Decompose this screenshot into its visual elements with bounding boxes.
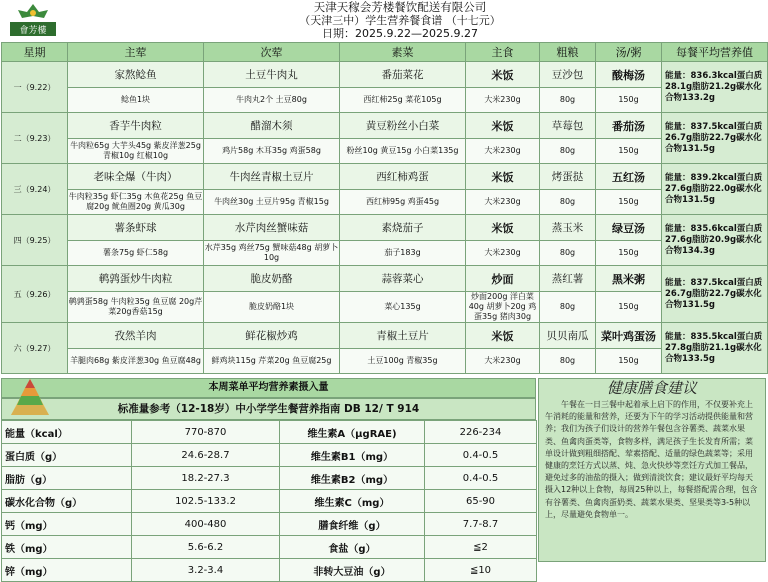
nutrient-label: 非转大豆油（g） — [280, 559, 425, 582]
grain-ingredients-cell: 80g — [540, 241, 596, 266]
day-dish-row — [2, 62, 768, 88]
nutrition-standard-panel — [1, 378, 536, 582]
nutrient-range: 770-870 — [132, 421, 280, 444]
standard-row — [2, 490, 537, 513]
second-ingredients-cell: 牛肉丸2个 土豆80g — [204, 88, 340, 113]
soup-ingredients-cell: 150g — [596, 241, 662, 266]
staple-ingredients-cell: 大米230g — [466, 190, 540, 215]
main-dish-cell: 家熬鲶鱼 — [68, 62, 204, 88]
nutrient-label: 膳食纤维（g） — [280, 513, 425, 536]
veg-ingredients-cell: 菜心135g — [340, 292, 466, 323]
grain-ingredients-cell: 80g — [540, 349, 596, 374]
company-logo — [4, 2, 62, 40]
nutrient-range: 0.4-0.5 — [425, 467, 537, 490]
veg-dish-cell: 青椒土豆片 — [340, 323, 466, 349]
staple-cell: 米饭 — [466, 164, 540, 190]
main-ingredients-cell: 羊腿肉68g 紫皮洋葱30g 鱼豆腐48g — [68, 349, 204, 374]
nutrient-range: 0.4-0.5 — [425, 444, 537, 467]
header-text — [180, 1, 620, 40]
soup-cell: 酸梅汤 — [596, 62, 662, 88]
nutrient-label: 维生素B2（mg） — [280, 467, 425, 490]
second-dish-cell: 牛肉丝青椒土豆片 — [204, 164, 340, 190]
day-dish-row — [2, 323, 768, 349]
standard-subtitle: 标准量参考（12-18岁）中小学学生餐营养指南 DB 12/ T 914 — [1, 398, 536, 420]
staple-ingredients-cell: 大米230g — [466, 241, 540, 266]
main-ingredients-cell: 薯条75g 虾仁58g — [68, 241, 204, 266]
header — [0, 0, 768, 42]
second-dish-cell: 鲜花椒炒鸡 — [204, 323, 340, 349]
nutrient-label: 蛋白质（g） — [2, 444, 132, 467]
day-dish-row — [2, 164, 768, 190]
main-dish-cell: 鹌鹑蛋炒牛肉粒 — [68, 266, 204, 292]
menu-date: 日期：2025.9.22—2025.9.27 — [322, 27, 478, 40]
nutrient-range: 7.7-8.7 — [425, 513, 537, 536]
staple-cell: 米饭 — [466, 323, 540, 349]
staple-cell: 米饭 — [466, 62, 540, 88]
nutrient-range: ≦10 — [425, 559, 537, 582]
standard-row — [2, 559, 537, 582]
nutrient-label: 维生素C（mg） — [280, 490, 425, 513]
day-dish-row — [2, 113, 768, 139]
staple-cell: 米饭 — [466, 215, 540, 241]
grain-cell: 贝贝南瓜 — [540, 323, 596, 349]
day-ingredient-row — [2, 241, 768, 266]
standard-title-bar — [1, 378, 536, 398]
soup-ingredients-cell: 150g — [596, 88, 662, 113]
soup-cell: 五红汤 — [596, 164, 662, 190]
nutrient-label: 能量（kcal） — [2, 421, 132, 444]
main-dish-cell: 香芋牛肉粒 — [68, 113, 204, 139]
main-ingredients-cell: 鲶鱼1块 — [68, 88, 204, 113]
nutrient-range: 65-90 — [425, 490, 537, 513]
nutrient-range: ≦2 — [425, 536, 537, 559]
weekday-cell: 五（9.26） — [2, 266, 68, 323]
veg-ingredients-cell: 土豆100g 青椒35g — [340, 349, 466, 374]
standard-title: 本周菜单平均营养素摄入量 — [208, 382, 329, 393]
main-ingredients-cell: 牛肉粒65g 大芋头45g 紫皮洋葱25g 青椒10g 红椒10g — [68, 139, 204, 164]
staple-ingredients-cell: 大米230g — [466, 349, 540, 374]
col-staple: 主食 — [466, 43, 540, 62]
nutrient-label: 食盐（g） — [280, 536, 425, 559]
second-ingredients-cell: 水芹35g 鸡丝75g 蟹味菇48g 胡萝卜10g — [204, 241, 340, 266]
grain-cell: 蒸玉米 — [540, 215, 596, 241]
soup-cell: 菜叶鸡蛋汤 — [596, 323, 662, 349]
svg-text:會芳樓: 會芳樓 — [19, 26, 47, 36]
standard-table — [1, 420, 537, 582]
standard-row — [2, 467, 537, 490]
second-dish-cell: 土豆牛肉丸 — [204, 62, 340, 88]
main-ingredients-cell: 牛肉粒35g 虾仁35g 木鱼花25g 鱼豆腐20g 鱿鱼圈20g 黄瓜30g — [68, 190, 204, 215]
table-header-row — [2, 43, 768, 62]
day-ingredient-row — [2, 88, 768, 113]
advice-title: 健康膳食建议 — [606, 379, 697, 397]
nutrient-label: 维生素A（μgRAE) — [280, 421, 425, 444]
standard-row — [2, 444, 537, 467]
nutrient-range: 18.2-27.3 — [132, 467, 280, 490]
col-vegetable: 素菜 — [340, 43, 466, 62]
food-pyramid-icon — [10, 378, 50, 416]
veg-dish-cell: 素烧茄子 — [340, 215, 466, 241]
second-ingredients-cell: 鸡片58g 木耳35g 鸡蛋58g — [204, 139, 340, 164]
soup-cell: 番茄汤 — [596, 113, 662, 139]
col-soup: 汤/粥 — [596, 43, 662, 62]
veg-ingredients-cell: 西红柿95g 鸡蛋45g — [340, 190, 466, 215]
nutrient-label: 维生素B1（mg） — [280, 444, 425, 467]
nutrient-range: 226-234 — [425, 421, 537, 444]
grain-ingredients-cell: 80g — [540, 190, 596, 215]
staple-cell: 米饭 — [466, 113, 540, 139]
day-ingredient-row — [2, 190, 768, 215]
nutrient-label: 铁（mg） — [2, 536, 132, 559]
grain-cell: 草莓包 — [540, 113, 596, 139]
weekly-menu-table — [1, 42, 768, 374]
veg-dish-cell: 番茄菜花 — [340, 62, 466, 88]
nutrient-label: 脂肪（g） — [2, 467, 132, 490]
staple-ingredients-cell: 大米230g — [466, 88, 540, 113]
grain-cell: 豆沙包 — [540, 62, 596, 88]
weekday-cell: 三（9.24） — [2, 164, 68, 215]
day-dish-row — [2, 215, 768, 241]
main-dish-cell: 孜然羊肉 — [68, 323, 204, 349]
col-nutrition: 每餐平均营养值 — [662, 43, 768, 62]
second-dish-cell: 脆皮奶酪 — [204, 266, 340, 292]
nutrient-range: 400-480 — [132, 513, 280, 536]
second-ingredients-cell: 鲜鸡块115g 芹菜20g 鱼豆腐25g — [204, 349, 340, 374]
grain-ingredients-cell: 80g — [540, 139, 596, 164]
main-ingredients-cell: 鹌鹑蛋58g 牛肉粒35g 鱼豆腐 20g芹菜20g香菇15g — [68, 292, 204, 323]
second-dish-cell: 醋溜木须 — [204, 113, 340, 139]
nutrient-range: 3.2-3.4 — [132, 559, 280, 582]
day-dish-row — [2, 266, 768, 292]
nutrient-label: 钙（mg） — [2, 513, 132, 536]
veg-dish-cell: 西红柿鸡蛋 — [340, 164, 466, 190]
standard-row — [2, 421, 537, 444]
weekday-cell: 二（9.23） — [2, 113, 68, 164]
staple-ingredients-cell: 炒面200g 洋白菜40g 胡萝卜20g 鸡蛋35g 猪肉30g — [466, 292, 540, 323]
nutrient-range: 102.5-133.2 — [132, 490, 280, 513]
day-ingredient-row — [2, 349, 768, 374]
soup-ingredients-cell: 150g — [596, 349, 662, 374]
standard-row — [2, 513, 537, 536]
col-weekday: 星期 — [2, 43, 68, 62]
staple-cell: 炒面 — [466, 266, 540, 292]
soup-ingredients-cell: 150g — [596, 190, 662, 215]
grain-cell: 蒸红薯 — [540, 266, 596, 292]
col-main-meat: 主荤 — [68, 43, 204, 62]
col-coarse-grain: 粗粮 — [540, 43, 596, 62]
veg-dish-cell: 黄豆粉丝小白菜 — [340, 113, 466, 139]
nutrient-label: 碳水化合物（g） — [2, 490, 132, 513]
veg-dish-cell: 蒜蓉菜心 — [340, 266, 466, 292]
health-advice-panel — [538, 378, 766, 562]
nutrition-cell: 能量：839.2kcal蛋白质27.6g脂肪22.0g碳水化合物131.5g — [662, 164, 768, 215]
nutrient-range: 5.6-6.2 — [132, 536, 280, 559]
day-ingredient-row — [2, 292, 768, 323]
nutrient-range: 24.6-28.7 — [132, 444, 280, 467]
advice-text: 午餐在一日三餐中起着承上启下的作用，不仅要补充上午消耗的能量和营养，还要为下午的学习活动提供能量和营养；我们为孩子们设计的营养午餐包含谷薯类、蔬菜水果类、鱼禽肉蛋类等，食物多样，满足孩子生长发育所需；菜单设计做到粗细搭配、荤素搭配、适量的绿色蔬菜等；采用健康的烹饪方式以蒸、炖、急火快炒等烹饪方式加工餐品，避免过多的油盐的摄入；做到清淡饮食；建议最好平均每天摄入12种以上食物，每周25种以上，每餐搭配需合理，包含有谷薯类、鱼禽肉蛋奶类、蔬菜水果类、坚果类等3-5种以上，尽量避免食物单一。 — [545, 400, 758, 519]
nutrition-cell: 能量：837.5kcal蛋白质26.7g脂肪22.7g碳水化合物131.5g — [662, 266, 768, 323]
nutrition-cell: 能量：836.3kcal蛋白质28.1g脂肪21.2g碳水化合物133.2g — [662, 62, 768, 113]
soup-ingredients-cell: 150g — [596, 139, 662, 164]
standard-row — [2, 536, 537, 559]
nutrition-cell: 能量：837.5kcal蛋白质26.7g脂肪22.7g碳水化合物131.5g — [662, 113, 768, 164]
weekday-cell: 六（9.27） — [2, 323, 68, 374]
weekday-cell: 一（9.22） — [2, 62, 68, 113]
menu-subtitle: （天津三中）学生营养餐食谱 （十七元） — [299, 14, 501, 27]
veg-ingredients-cell: 西红柿25g 菜花105g — [340, 88, 466, 113]
grain-ingredients-cell: 80g — [540, 292, 596, 323]
second-ingredients-cell: 脆皮奶酪1块 — [204, 292, 340, 323]
grain-cell: 烤蛋挞 — [540, 164, 596, 190]
second-ingredients-cell: 牛肉丝30g 土豆片95g 青椒15g — [204, 190, 340, 215]
nutrient-label: 锌（mg） — [2, 559, 132, 582]
veg-ingredients-cell: 茄子183g — [340, 241, 466, 266]
second-dish-cell: 水芹肉丝蟹味菇 — [204, 215, 340, 241]
nutrition-cell: 能量：835.5kcal蛋白质27.8g脂肪21.1g碳水化合物133.5g — [662, 323, 768, 374]
main-dish-cell: 老味全爆（牛肉） — [68, 164, 204, 190]
col-second-meat: 次荤 — [204, 43, 340, 62]
soup-ingredients-cell: 150g — [596, 292, 662, 323]
grain-ingredients-cell: 80g — [540, 88, 596, 113]
soup-cell: 绿豆汤 — [596, 215, 662, 241]
nutrition-cell: 能量：835.6kcal蛋白质27.6g脂肪20.9g碳水化合物134.3g — [662, 215, 768, 266]
day-ingredient-row — [2, 139, 768, 164]
soup-cell: 黑米粥 — [596, 266, 662, 292]
company-name: 天津天稼会芳楼餐饮配送有限公司 — [313, 0, 487, 14]
main-dish-cell: 薯条虾球 — [68, 215, 204, 241]
weekday-cell: 四（9.25） — [2, 215, 68, 266]
veg-ingredients-cell: 粉丝10g 黄豆15g 小白菜135g — [340, 139, 466, 164]
staple-ingredients-cell: 大米230g — [466, 139, 540, 164]
